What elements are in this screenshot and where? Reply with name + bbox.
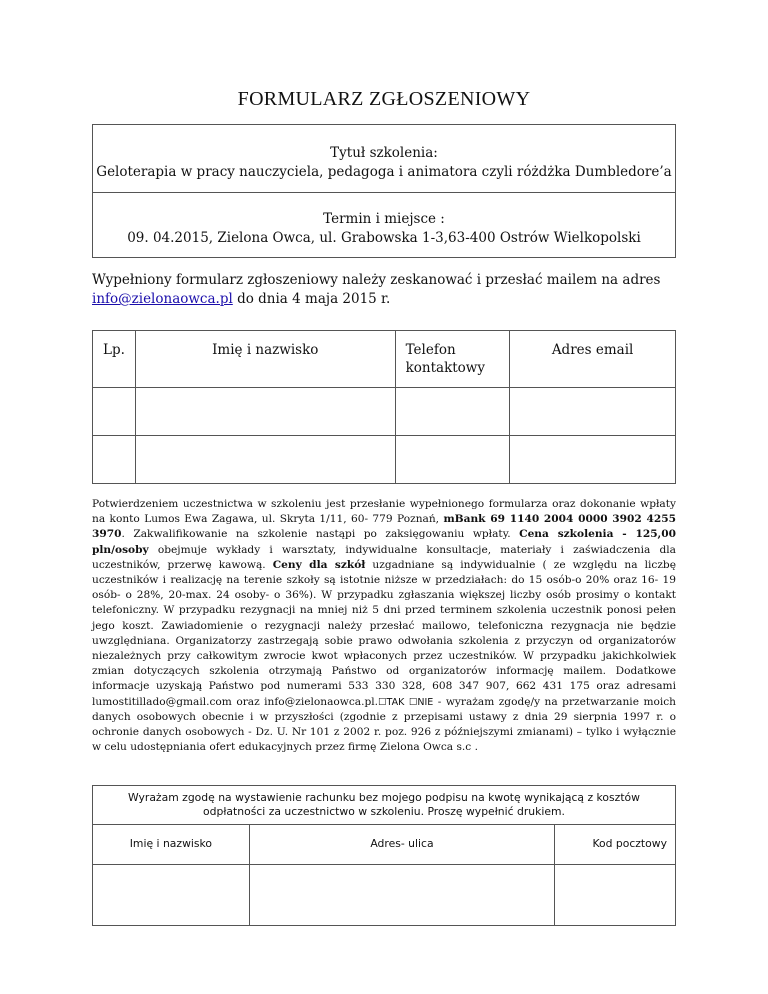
invoice-consent-row [93,786,676,825]
invoice-col-street: Adres- ulica [249,825,554,865]
cell-lp[interactable] [93,436,136,484]
invoice-header-row [93,825,676,865]
course-title-cell [93,144,675,182]
instructions-text: Wypełniony formularz zgłoszeniowy należy zeskanować i przesłać mailem na adres [92,272,661,288]
invoice-col-name: Imię i nazwisko [93,825,250,865]
terms-text-1: Potwierdzeniem uczestnictwa w szkoleniu jest przesłanie wypełnionego formularza oraz dokonanie wpłaty na konto Lumos Ewa Zagawa, ul. Skryta 1/11, 60- 779 Poznań, [92,498,676,526]
cell-name[interactable] [135,436,395,484]
submission-instructions [92,271,692,309]
participants-header-row [93,331,676,388]
cell-phone[interactable] [395,436,510,484]
date-place: 09. 04.2015, Zielona Owca, ul. Grabowska 1-3,63-400 Ostrów Wielkopolski [127,230,641,246]
participant-row [93,436,676,484]
school-prices: Ceny dla szkół [272,558,366,571]
invoice-table [92,785,676,926]
checkbox-icon[interactable]: ☐ [378,696,387,708]
col-header-lp: Lp. [93,331,136,388]
nie-option-label: NIE [417,696,434,708]
participant-row [93,388,676,436]
course-title: Geloterapia w pracy nauczyciela, pedagoga i animatora czyli różdżka Dumbledore’a [96,164,672,180]
terms-text-4: uzgadniane są indywidualnie ( ze względu na liczbę uczestników i realizację na terenie szkoły są istotnie niższe w przedziałach: do 15 osób-o 20% oraz 16- 19 osób- o 28%, 20-max. 24 osoby- o 36%). W przypadku zgłaszania większej liczby osób prosimy o kontakt telefoniczny. W przypadku rezygnacji na mniej niż 5 dni przed terminem szkolenia uczestnik ponosi pełen jego koszt. Zawiadomienie o rezygnacji należy przesłać mailowo, telefoniczna rezygnacja nie będzie uwzględniana. Organizatorzy zastrzegają sobie prawo odwołania szkolenia z przyczyn od organizatorów niezależnych przy całkowitym zwrocie kwot wpłaconych przez uczestników. W przypadku jakichkolwiek zmian dotyczących szkolenia otrzymają Państwo od organizatorów informację mailem. Dodatkowe informacje uzyskają Państwo pod numerami 533 330 328, 608 347 907, 662 431 175 oraz adresami lumostitillado@gmail.com oraz info@zielonaowca.pl. [92,558,676,708]
form-title: FORMULARZ ZGŁOSZENIOWY [237,88,531,110]
deadline-text: do dnia 4 maja 2015 r. [237,291,391,307]
info-divider [93,192,675,193]
course-info-box [92,124,676,258]
invoice-col-postcode: Kod pocztowy [555,825,676,865]
cell-lp[interactable] [93,388,136,436]
col-header-phone: Telefon kontaktowy [395,331,510,388]
invoice-cell-name[interactable] [93,865,250,926]
terms-paragraph [92,497,676,755]
col-header-email: Adres email [510,331,676,388]
participants-table [92,330,676,484]
checkbox-icon[interactable]: ☐ [408,696,418,708]
email-link[interactable]: info@zielonaowca.pl [92,291,233,307]
cell-email[interactable] [510,436,676,484]
invoice-consent: Wyrażam zgodę na wystawienie rachunku bez mojego podpisu na kwotę wynikającą z kosztów odpłatności za uczestnictwo w szkoleniu. Proszę wypełnić drukiem. [93,786,676,825]
cell-phone[interactable] [395,388,510,436]
terms-text-3: obejmuje wykłady i warsztaty, indywidualne konsultacje, materiały i zaświadczenia dla uczestników, przerwę kawową. [92,543,676,571]
cell-name[interactable] [135,388,395,436]
invoice-row [93,865,676,926]
col-header-name: Imię i nazwisko [135,331,395,388]
course-price: Cena szkolenia - 125,00 pln/osoby [92,528,676,556]
terms-text-5: - wyrażam zgodę/y na przetwarzanie moich danych osobowych obecnie i w przyszłości (zgodnie z przepisami ustawy z dnia 29 sierpnia 1997 r. o ochronie danych osobowych - Dz. U. Nr 101 z 2002 r. poz. 926 z późniejszymi zmianami) – tylko i wyłącznie w celu udostępniania ofert edukacyjnych przez firmę Zielona Owca s.c . [92,695,677,754]
date-place-label: Termin i miejsce : [323,211,445,227]
invoice-cell-street[interactable] [249,865,554,926]
course-title-label: Tytuł szkolenia: [330,145,438,161]
invoice-cell-postcode[interactable] [555,865,676,926]
bank-account: mBank 69 1140 2004 0000 3902 4255 3970 [92,513,676,541]
tak-option-label: TAK [386,696,405,708]
date-place-cell [93,210,675,248]
cell-email[interactable] [510,388,676,436]
terms-text-2: . Zakwalifikowanie na szkolenie nastąpi po zaksięgowaniu wpłaty. [121,528,511,541]
